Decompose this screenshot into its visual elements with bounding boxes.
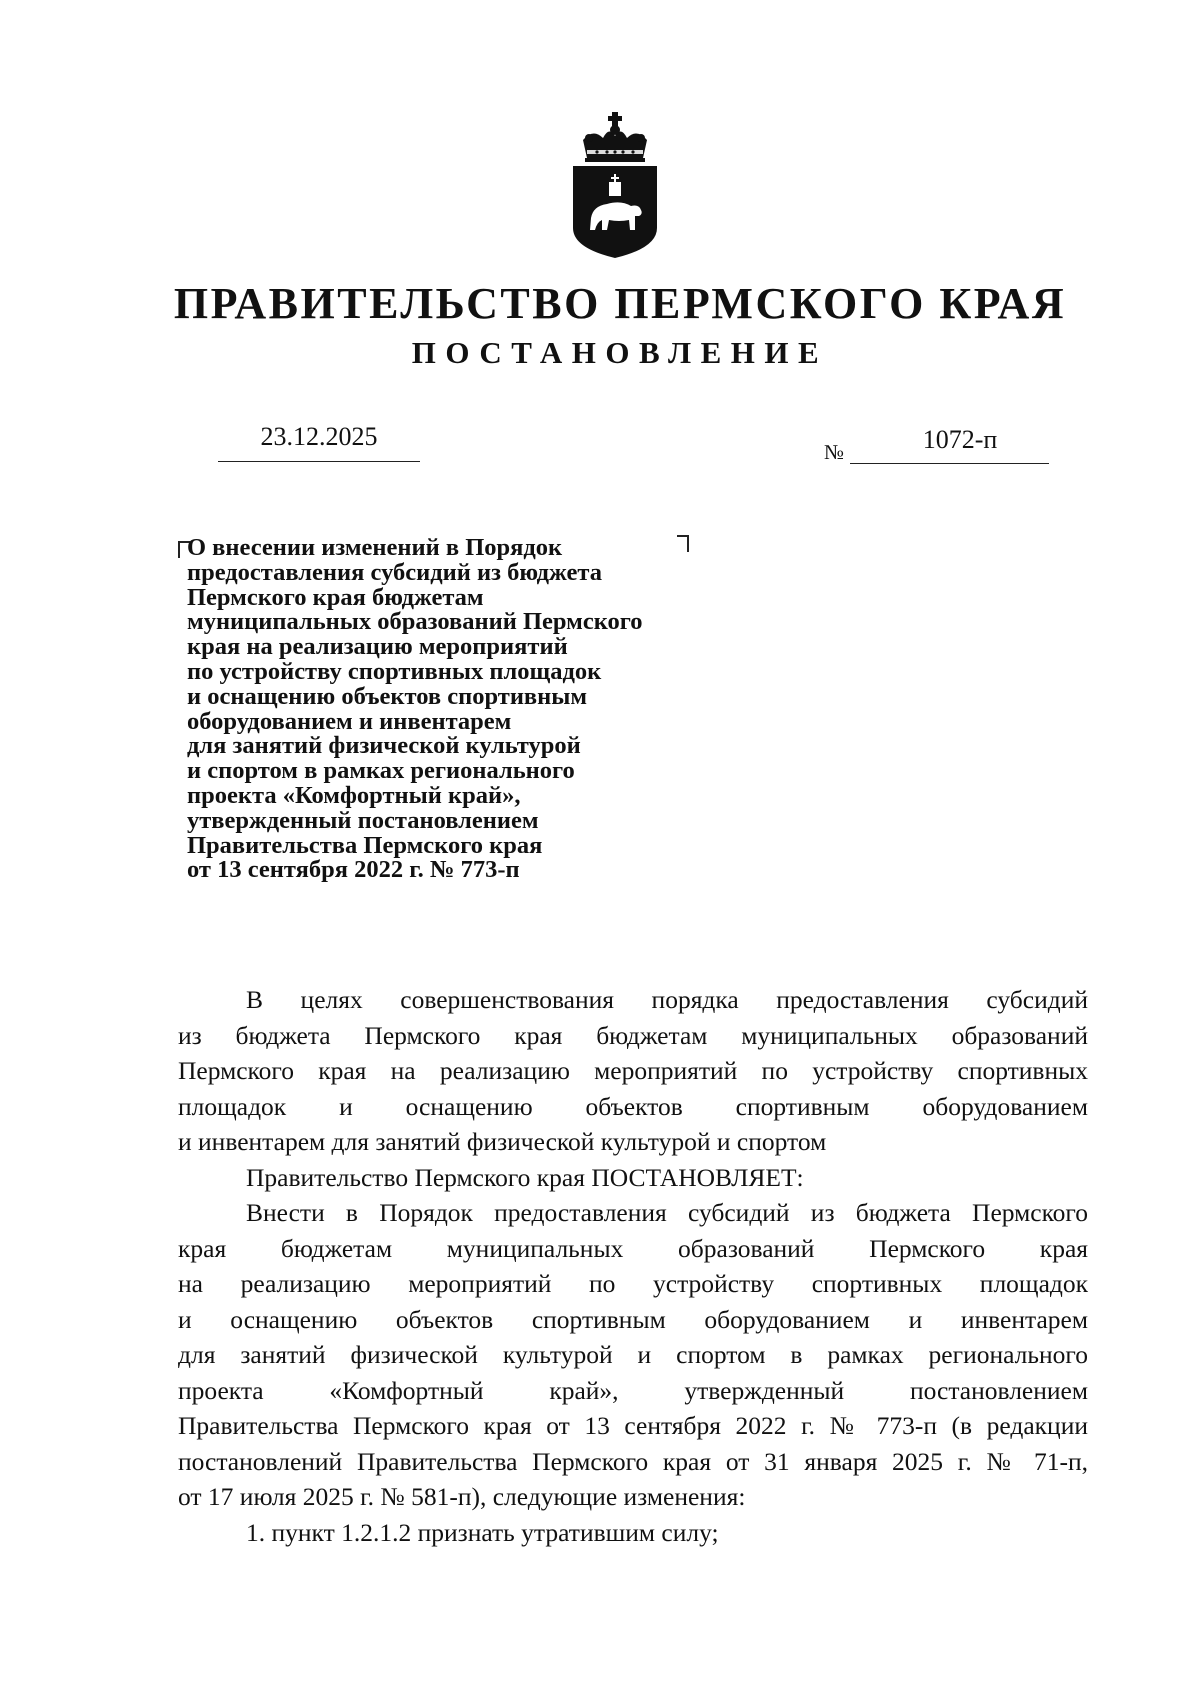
subject-line: по устройству спортивных площадок <box>187 657 602 685</box>
subject-line: оборудованием и инвентарем <box>187 707 512 735</box>
subject-heading <box>187 536 747 883</box>
document-body <box>178 982 1088 1550</box>
subject-line: от 13 сентября 2022 г. № 773-п <box>187 856 520 884</box>
body-line: и оснащению объектов спортивным оборудованием и инвентарем <box>178 1304 1088 1334</box>
body-line: В целях совершенствования порядка предоставления субсидий <box>246 985 1088 1014</box>
subject-line: для занятий физической культурой <box>187 732 581 760</box>
document-type: ПОСТАНОВЛЕНИЕ <box>411 335 829 370</box>
subject-line: и спортом в рамках регионального <box>187 757 575 785</box>
body-line: и инвентарем для занятий физической культурой и спортом <box>178 1127 827 1156</box>
body-line: постановлений Правительства Пермского края от 31 января 2025 г. № 71-п, <box>178 1446 1088 1476</box>
body-line: на реализацию мероприятий по устройству спортивных площадок <box>178 1269 1088 1298</box>
document-date-field <box>218 421 420 462</box>
document-date: 23.12.2025 <box>260 422 378 451</box>
body-line: площадок и оснащению объектов спортивным оборудованием <box>178 1091 1088 1121</box>
date-underline <box>218 461 420 462</box>
body-line: проекта «Комфортный край», утвержденный постановлением <box>178 1375 1088 1405</box>
body-line: для занятий физической культурой и спортом в рамках регионального <box>178 1340 1088 1369</box>
subject-line: муниципальных образований Пермского <box>187 608 643 636</box>
subject-line: проекта «Комфортный край», <box>187 781 521 809</box>
list-item: 1. пункт 1.2.1.2 признать утратившим силу; <box>246 1517 719 1547</box>
body-line: из бюджета Пермского края бюджетам муниципальных образований <box>178 1020 1088 1050</box>
number-sign: № <box>824 440 845 464</box>
organization-title: ПРАВИТЕЛЬСТВО ПЕРМСКОГО КРАЯ <box>173 279 1067 328</box>
subject-line: Правительства Пермского края <box>187 831 543 859</box>
subject-line: и оснащению объектов спортивным <box>187 682 588 710</box>
body-line: края бюджетам муниципальных образований Пермского края <box>178 1233 1088 1263</box>
document-number: 1072-п <box>922 425 998 454</box>
perm-krai-coat-of-arms-icon <box>569 110 661 260</box>
body-line: Пермского края на реализацию мероприятий по устройству спортивных <box>178 1056 1088 1085</box>
body-line: от 17 июля 2025 г. № 581-п), следующие изменения: <box>178 1482 746 1511</box>
subject-line: Пермского края бюджетам <box>187 583 484 611</box>
number-underline <box>850 463 1049 464</box>
subject-line: края на реализацию мероприятий <box>187 633 568 661</box>
subject-line: О внесении изменений в Порядок <box>187 534 563 561</box>
subject-line: предоставления субсидий из бюджета <box>187 558 602 586</box>
subject-line: утвержденный постановлением <box>187 806 539 834</box>
body-line: Правительства Пермского края от 13 сентября 2022 г. № 773-п (в редакции <box>178 1411 1088 1440</box>
body-line: Внести в Порядок предоставления субсидий из бюджета Пермского <box>246 1198 1088 1227</box>
resolution-line: Правительство Пермского края ПОСТАНОВЛЯЕТ: <box>246 1162 804 1192</box>
